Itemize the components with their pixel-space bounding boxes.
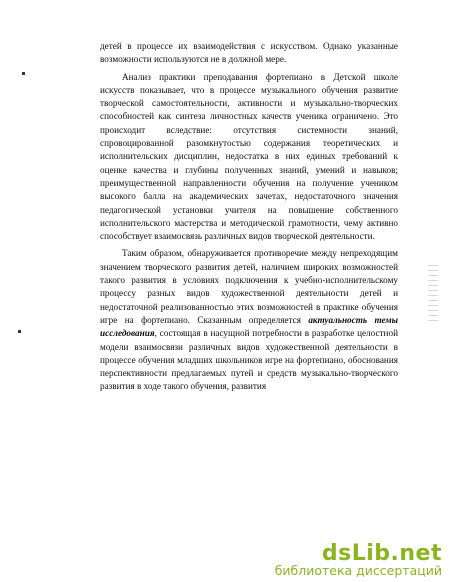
- margin-mark: [18, 330, 21, 333]
- paragraph-2: Анализ практики преподавания фортепиано в Детской школе искусств показывает, что в процессе музыкального обучения развитие творческой самостоятельности, активности и музыкально-творческих способностей как синтеза личностных качеств ученика ограничено. Это происходит вследствие: отсутствия системности знаний, спровоцированной разомкнутостью содержания теоретических и исполнительских дисциплин, недостатка в них единых требований к оценке качества и глубины полученных знаний, умений и навыков; преимущественной направленности обучения на получение учеником высокого балла на академических зачетах, недостаточного значения педагогической установки учителя на повышение собственного исполнительского мастерства и методической грамотности, чему активно способствует взаимосвязь различных видов творческой деятельности.: [100, 71, 398, 242]
- scan-artifact: [428, 265, 438, 325]
- paragraph-3-tail: , состоящая в насущной потребности в разработке целостной модели взаимосвязи различных видов художественной деятельности в процессе обучения младших школьников игре на фортепиано, обоснования перспективности предлагаемых путей и средств музыкально-творческого развития в ходе такого обучения, развития: [100, 328, 398, 392]
- dslib-watermark: [275, 541, 442, 578]
- dslib-logo: dsLib.net: [321, 541, 442, 566]
- paragraph-1: детей в процессе их взаимодействия с искусством. Однако указанные возможности используются не в должной мере.: [100, 41, 398, 65]
- body-text: [100, 40, 398, 394]
- paragraph-3: [100, 247, 398, 393]
- emphasized-term: актуальность темы исследования: [100, 314, 399, 339]
- margin-mark: [22, 72, 25, 75]
- dslib-subtitle: библиотека диссертаций: [274, 563, 442, 578]
- paragraph-3-text: Таким образом, обнаруживается противоречие между непреходящим значением творческого развития детей, наличием широких возможностей такого развития в условиях подключения к учебно-исполнительскому процессу разных видов художественной деятельности детей и недостаточной реализованностью этих возможностей в практике обучения игре на фортепиано. Сказанным определяется: [100, 248, 398, 325]
